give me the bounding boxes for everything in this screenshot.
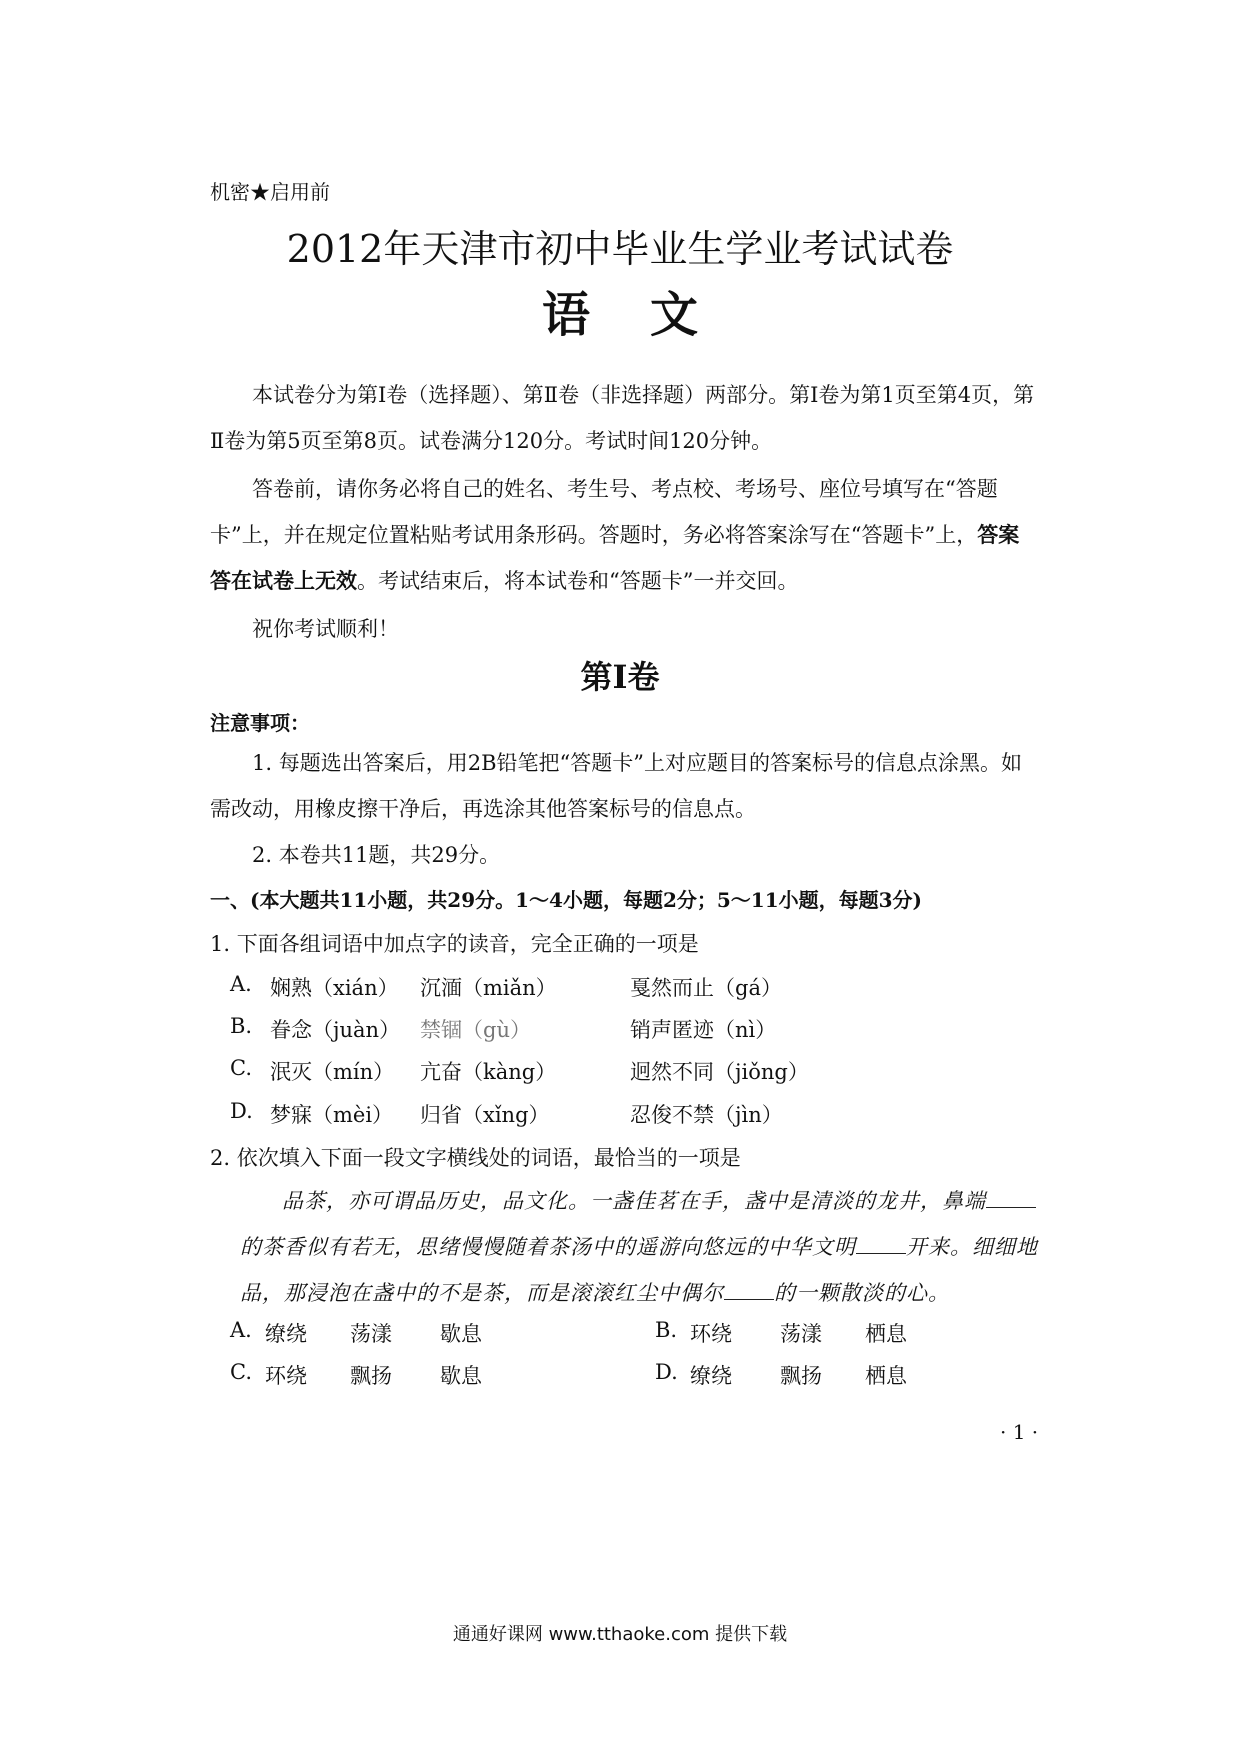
q2-option-b-word-1: 环绕 [690,1322,732,1346]
q1-option-b-word-1: 眷念（juàn） [270,1018,401,1042]
q2-option-a-word-3: 歇息 [440,1322,482,1346]
q1-option-a-word-1: 娴熟（xián） [270,976,399,1000]
intro-p2-bold: 答案答在试卷上无效 [210,522,1020,593]
q2-option-c-word-2: 飘扬 [350,1364,392,1388]
q2-option-a-label: A. [230,1318,252,1342]
q2-passage-part-4: 的一颗散淡的心。 [774,1281,950,1305]
q2-passage-part-3: 开来。细细地品，那浸泡在盏中的不是茶，而是滚滚红尘中偶尔 [240,1235,1038,1305]
q2-option-d-word-3: 栖息 [865,1364,907,1388]
notice-heading: 注意事项： [210,711,310,735]
q1-option-d-word-1: 梦寐（mèi） [270,1103,394,1127]
q1-option-c-word-3: 迥然不同（jiǒng） [630,1060,809,1084]
page-number: · 1 · [1000,1420,1039,1444]
intro-paragraph-1: 本试卷分为第Ⅰ卷（选择题）、第Ⅱ卷（非选择题）两部分。第Ⅰ卷为第1页至第4页，第Ⅱ卷为第5页至第8页。试卷满分120分。考试时间120分钟。 [210,383,1035,453]
section-1-heading: 一、(本大题共11小题，共29分。1～4小题，每题2分；5～11小题，每题3分) [210,888,923,912]
q2-option-b-label: B. [655,1318,678,1342]
intro-paragraph-2 [210,466,1040,604]
q2-passage-part-2: 的茶香似有若无，思绪慢慢随着茶汤中的遥游向悠远的中华文明 [240,1235,856,1259]
subject-title: 语文 [541,287,758,343]
question-2-stem: 2. 依次填入下面一段文字横线处的词语，最恰当的一项是 [210,1146,741,1170]
secret-mark: 机密★启用前 [210,180,330,204]
intro-p2-main: 答卷前，请你务必将自己的姓名、考生号、考点校、考场号、座位号填写在“答题卡”上，并在规定位置粘贴考试用条形码。答题时，务必将答案涂写在“答题卡”上， [210,477,998,547]
q2-option-c-label: C. [230,1360,252,1384]
q1-option-a-word-2: 沉湎（miǎn） [420,976,557,1000]
q1-option-c-label: C. [230,1056,252,1080]
q1-option-d-word-3: 忍俊不禁（jìn） [630,1103,783,1127]
q1-option-b-label: B. [230,1014,253,1038]
q2-option-d-label: D. [655,1360,678,1384]
q2-option-b-word-2: 荡漾 [780,1322,822,1346]
q1-option-a-word-3: 戛然而止（gá） [630,976,782,1000]
q2-option-c-word-1: 环绕 [265,1364,307,1388]
exam-title: 2012年天津市初中毕业生学业考试试卷 [286,227,954,271]
intro-p2-tail: 。考试结束后，将本试卷和“答题卡”一并交回。 [357,569,799,593]
question-1-stem: 1. 下面各组词语中加点字的读音，完全正确的一项是 [210,932,699,956]
q1-option-d-word-2: 归省（xǐng） [420,1103,550,1127]
q2-blank-3 [724,1281,774,1300]
notice-item-2: 2. 本卷共11题，共29分。 [252,843,501,867]
q2-option-d-word-2: 飘扬 [780,1364,822,1388]
q2-option-b-word-3: 栖息 [865,1322,907,1346]
q2-option-d-word-1: 缭绕 [690,1364,732,1388]
q1-option-d-label: D. [230,1099,253,1123]
q2-passage-part-1: 品茶，亦可谓品历史，品文化。一盏佳茗在手，盏中是清淡的龙井，鼻端 [282,1189,986,1213]
q2-option-a-word-1: 缭绕 [265,1322,307,1346]
footer-credit: 通通好课网 www.tthaoke.com 提供下载 [452,1624,788,1645]
good-luck-line: 祝你考试顺利！ [252,617,399,641]
q1-option-c-word-2: 亢奋（kàng） [420,1060,557,1084]
q2-blank-1 [986,1189,1036,1208]
volume-1-title: 第Ⅰ卷 [580,658,660,696]
notice-item-1: 1. 每题选出答案后，用2B铅笔把“答题卡”上对应题目的答案标号的信息点涂黑。如需改动，用橡皮擦干净后，再选涂其他答案标号的信息点。 [210,751,1022,821]
q2-passage [240,1178,1040,1316]
q1-option-b-word-3: 销声匿迹（nì） [630,1018,777,1042]
q2-blank-2 [856,1235,906,1254]
q1-option-a-label: A. [230,972,252,996]
q1-option-c-word-1: 泯灭（mín） [270,1060,395,1084]
q2-option-a-word-2: 荡漾 [350,1322,392,1346]
q1-option-b-word-2: 禁锢（gù） [420,1018,531,1042]
q2-option-c-word-3: 歇息 [440,1364,482,1388]
